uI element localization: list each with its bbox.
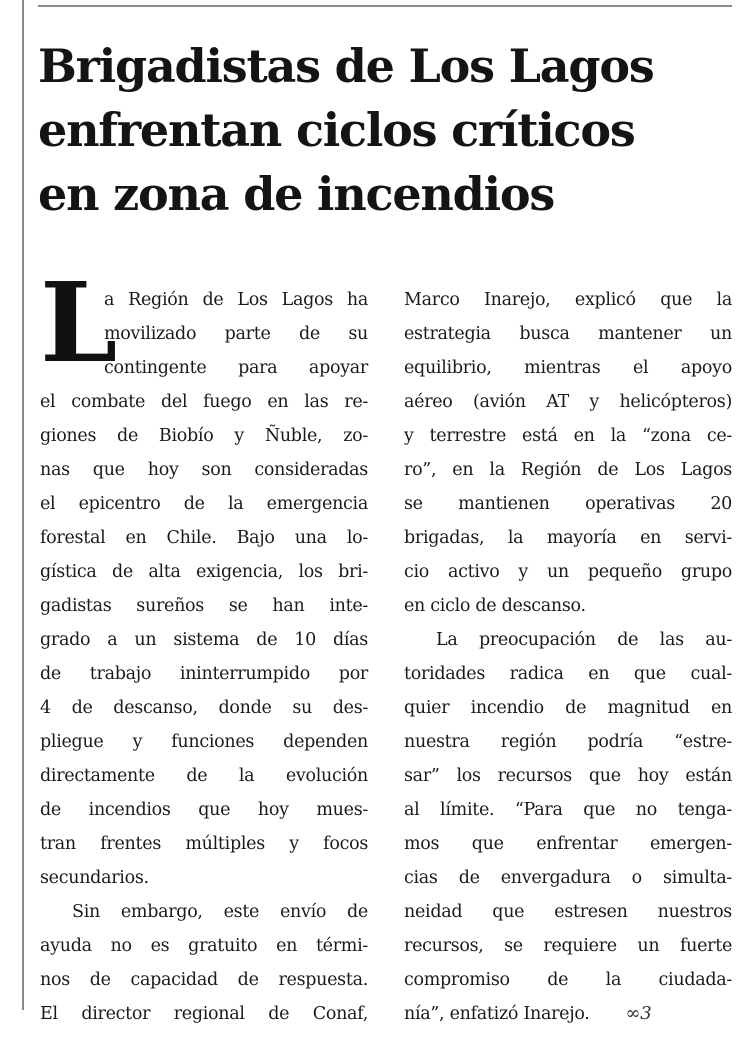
- text-line-final: [404, 997, 732, 1031]
- text-line: estrategia busca mantener un: [404, 324, 732, 344]
- text-line: Marco Inarejo, explicó que la: [404, 290, 732, 310]
- text-line: aéreo (avión AT y helicópteros): [404, 392, 732, 412]
- top-rule: [38, 5, 732, 7]
- text-line: gística de alta exigencia, los bri-: [40, 562, 368, 582]
- text-line: de incendios que hoy mues-: [40, 800, 368, 820]
- text-line: cias de envergadura o simulta-: [404, 868, 732, 888]
- headline-line: enfrentan ciclos críticos: [38, 103, 635, 157]
- text-line: El director regional de Conaf,: [40, 1004, 368, 1024]
- drop-cap: L: [40, 258, 118, 387]
- text-line: ayuda no es gratuito en térmi-: [40, 936, 368, 956]
- text-line: 4 de descanso, donde su des-: [40, 698, 368, 718]
- text-line: La preocupación de las au-: [436, 630, 732, 650]
- text-line: compromiso de la ciudada-: [404, 970, 732, 990]
- text-line-final-text: nía”, enfatizó Inarejo.: [404, 1004, 590, 1024]
- text-line: mos que enfrentar emergen-: [404, 834, 732, 854]
- text-line: en ciclo de descanso.: [404, 596, 586, 616]
- column-divider-rule: [22, 0, 24, 1010]
- text-line: al límite. “Para que no tenga-: [404, 800, 732, 820]
- text-line: nos de capacidad de respuesta.: [40, 970, 368, 990]
- end-of-article-mark: ∞3: [625, 1003, 652, 1024]
- text-line: a Región de Los Lagos ha: [104, 290, 368, 310]
- text-line: contingente para apoyar: [104, 358, 368, 378]
- text-line: giones de Biobío y Ñuble, zo-: [40, 426, 368, 446]
- text-line: ro”, en la Región de Los Lagos: [404, 460, 732, 480]
- text-line: forestal en Chile. Bajo una lo-: [40, 528, 368, 548]
- text-line: toridades radica en que cual-: [404, 664, 732, 684]
- text-line: el combate del fuego en las re-: [40, 392, 368, 412]
- text-line: tran frentes múltiples y focos: [40, 834, 368, 854]
- text-line: sar” los recursos que hoy están: [404, 766, 732, 786]
- text-line: pliegue y funciones dependen: [40, 732, 368, 752]
- text-line: neidad que estresen nuestros: [404, 902, 732, 922]
- text-line: equilibrio, mientras el apoyo: [404, 358, 732, 378]
- text-line: movilizado parte de su: [104, 324, 368, 344]
- text-line: el epicentro de la emergencia: [40, 494, 368, 514]
- text-line: de trabajo ininterrumpido por: [40, 664, 368, 684]
- text-line: nas que hoy son consideradas: [40, 460, 368, 480]
- text-line: y terrestre está en la “zona ce-: [404, 426, 732, 446]
- body-column-right: [404, 283, 732, 1031]
- text-line: secundarios.: [40, 868, 149, 888]
- text-line: cio activo y un pequeño grupo: [404, 562, 732, 582]
- headline: [38, 34, 738, 226]
- text-line: gadistas sureños se han inte-: [40, 596, 368, 616]
- text-line: quier incendio de magnitud en: [404, 698, 732, 718]
- headline-line: Brigadistas de Los Lagos: [38, 39, 654, 93]
- text-line: grado a un sistema de 10 días: [40, 630, 368, 650]
- text-line: nuestra región podría “estre-: [404, 732, 732, 752]
- text-line: directamente de la evolución: [40, 766, 368, 786]
- text-line: recursos, se requiere un fuerte: [404, 936, 732, 956]
- body-column-left: [40, 258, 368, 1031]
- headline-line: en zona de incendios: [38, 167, 555, 221]
- text-line: Sin embargo, este envío de: [72, 902, 368, 922]
- text-line: se mantienen operativas 20: [404, 494, 732, 514]
- text-line: brigadas, la mayoría en servi-: [404, 528, 732, 548]
